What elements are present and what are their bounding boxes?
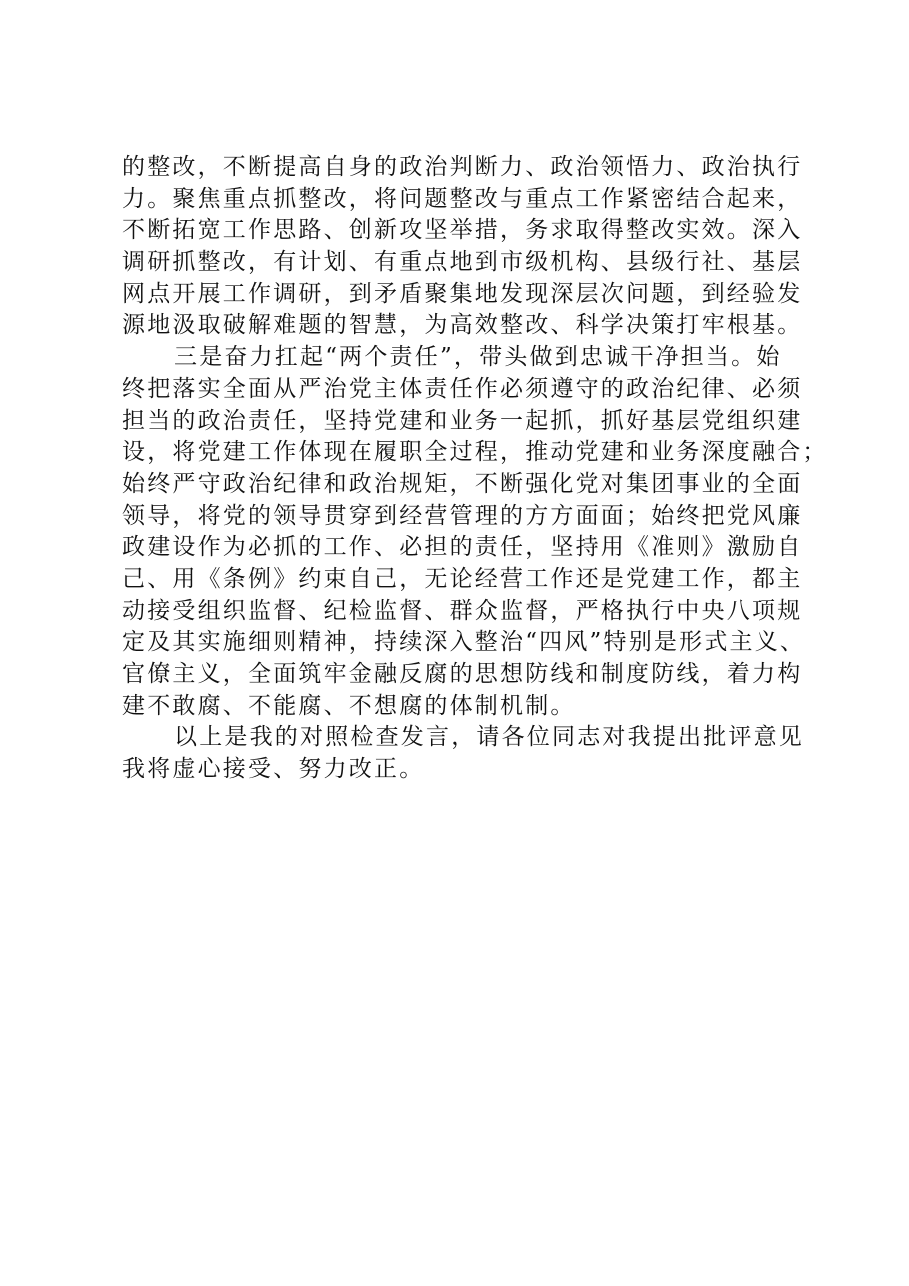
paragraph-start-line: 三是奋力扛起“两个责任”，带头做到忠诚干净担当。始 [174,344,782,371]
text-line: 我将虚心接受、努力改正。 [122,756,425,783]
text-line: 动接受组织监督、纪检监督、群众监督，严格执行中央八项规 [122,597,803,624]
text-line: 始终严守政治纪律和政治规矩，不断强化党对集团事业的全面 [122,470,803,497]
text-line: 官僚主义，全面筑牢金融反腐的思想防线和制度防线，着力构 [122,661,803,687]
text-line: 的整改，不断提高自身的政治判断力、政治领悟力、政治执行 [122,154,803,180]
text-line: 力。聚焦重点抓整改，将问题整改与重点工作紧密结合起来， [122,185,803,212]
text-line: 终把落实全面从严治党主体责任作必须遵守的政治纪律、必须 [122,375,803,402]
paragraph-start-line: 以上是我的对照检查发言，请各位同志对我提出批评意见 [174,724,804,751]
text-line: 担当的政治责任，坚持党建和业务一起抓，抓好基层党组织建 [122,407,803,434]
text-line: 调研抓整改，有计划、有重点地到市级机构、县级行社、基层 [122,249,803,276]
text-line: 建不敢腐、不能腐、不想腐的体制机制。 [122,692,576,719]
text-line: 领导，将党的领导贯穿到经营管理的方方面面；始终把党风廉 [122,502,803,529]
text-line: 源地汲取破解难题的智慧，为高效整改、科学决策打牢根基。 [122,312,803,339]
text-line: 设，将党建工作体现在履职全过程，推动党建和业务深度融合； [122,439,828,466]
text-line: 政建设作为必抓的工作、必担的责任，坚持用《准则》激励自 [122,534,803,561]
document-body [122,152,828,786]
text-line: 不断拓宽工作思路、创新攻坚举措，务求取得整改实效。深入 [122,217,803,244]
text-line: 定及其实施细则精神，持续深入整治“四风”特别是形式主义、 [122,629,806,656]
text-line: 网点开展工作调研，到矛盾聚集地发现深层次问题，到经验发 [122,280,803,307]
text-line: 己、用《条例》约束自己，无论经营工作还是党建工作，都主 [122,565,803,592]
